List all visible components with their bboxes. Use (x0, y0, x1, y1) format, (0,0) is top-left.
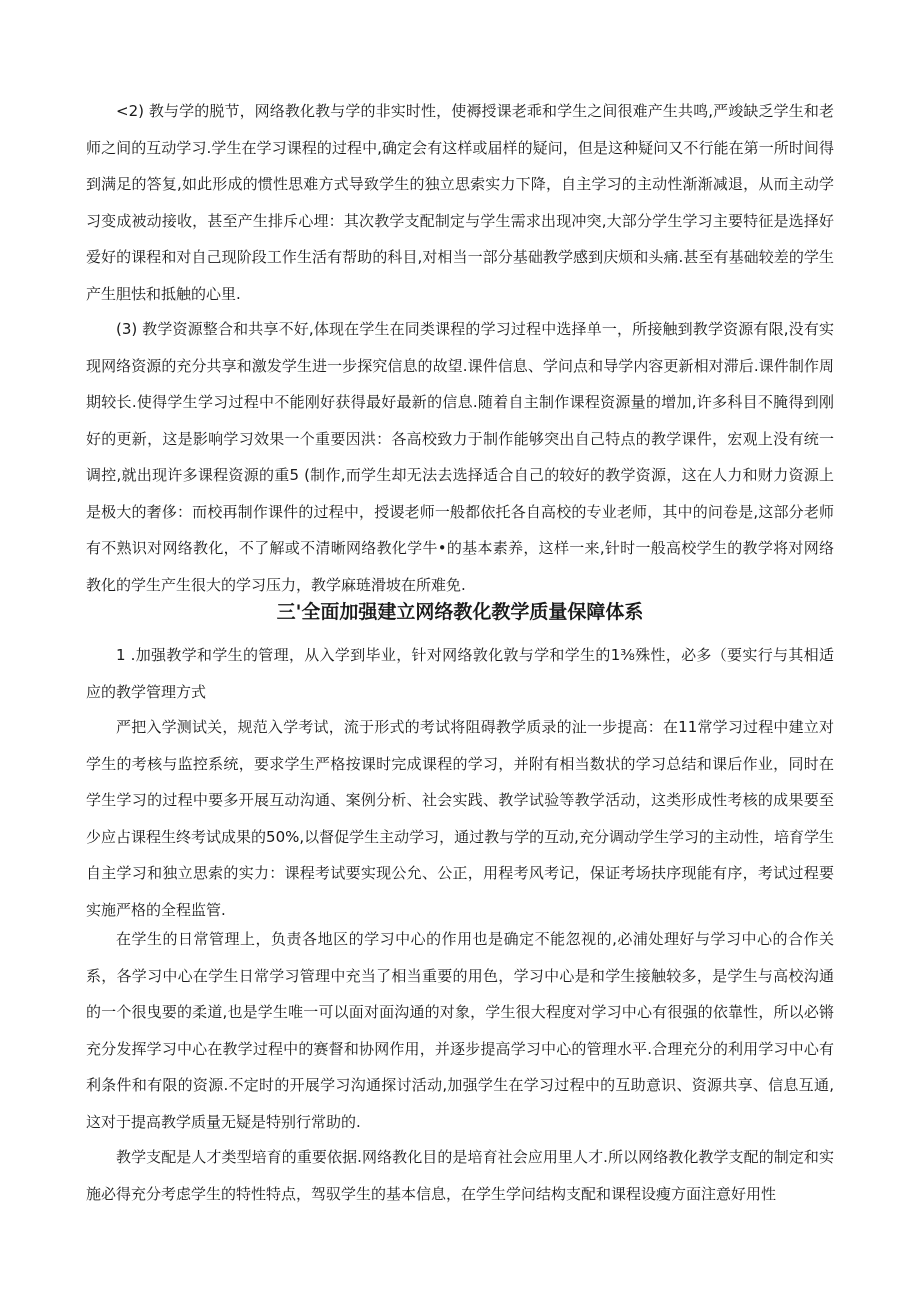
paragraph-teaching-disconnect: <2) 教与学的脱节，网络教化教与学的非实时性，使褥授课老乖和学生之间很难产生共鸣,严竣缺乏学生和老师之间的互动学习.学生在学习课程的过程中,确定会有这样或届样的疑问，但是这种疑问又不行能在第一所时间得到满足的答复,如此形成的惯性思难方式导致学生的独立思索实力下降，自主学习的主动性渐渐减退，从而主动学习变成被动接收，甚至产生排斥心埋：其次教学支配制定与学生需求出现冲突,大部分学生学习主要特征是选择好爱好的课程和对自己现阶段工作生活有帮助的科目,对相当一部分基础教学感到庆烦和头痛.甚至有基础较差的学生产生胆怯和抵触的心里. (86, 102, 834, 303)
paragraph-teaching-plan: 教学支配是人才类型培育的重要依据.网络教化目的是培育社会应用里人才.所以网络教化教学支配的制定和实施必得充分考虑学生的特性特点，驾驭学生的基本信息，在学生学问结构支配和课程设瘦方面注意好用性 (86, 1148, 834, 1203)
paragraph-learning-center: 在学生的日常管理上，负责各地区的学习中心的作用也是确定不能忽视的,必浦处理好与学习中心的合作关系，各学习中心在学生日常学习管理中充当了相当重要的用色，学习中心是和学生接触较多，是学生与高校沟通的一个很曳要的柔道,也是学生唯一可以面对面沟通的对象，学生很大程度对学习中心有很强的依靠性，所以必锵充分发挥学习中心在教学过程中的赛督和协网作用，并逐步提高学习中心的管理水平.合理充分的利用学习中心有利条件和有限的资源.不定时的开展学习沟通探讨活动,加强学生在学习过程中的互助意识、资源共享、信息互通,这对于提高教学质量无疑是特别行常助的. (86, 930, 834, 1131)
paragraph-resource-sharing: (3) 教学资源整合和共享不好,体现在学生在同类课程的学习过程中选择单一，所接触到教学资源有限,没有实现网络资源的充分共享和激发学生进一步探究信息的故望.课件信息、学问点和导学内容更新相对滞后.课件制作周期较长.使得学生学习过程中不能刚好获得最好最新的信息.随着自主制作课程资源量的增加,许多科目不腌得到刚好的更新，这是影响学习效果一个重要因洪：各高校致力于制作能够突出自己特点的教学课件，宏观上没有统一调控,就出现许多课程资源的重5 (制作,而学生却无法去选择适合自己的较好的教学资源，这在人力和财力资源上是极大的奢侈：而校再制作课件的过程中，授谡老师一般都依托各自高校的专业老师，其中的问卷是,这部分老师有不熟识对网络教化，不了解或不清晰网络教化学牛•的基本素养，这样一来,针时一般高校学生的教学将对网络教化的学生产生很大的学习压力，教学麻琏滑坡在所难免. (86, 320, 834, 594)
paragraph-strengthen-management: 1 .加强教学和学生的管理，从入学到毕业，针对网络敦化敦与学和学生的1⅜殊性，必多（要实行与其相适应的教学管理方式 (86, 646, 834, 701)
paragraph-entrance-exam: 严把入学测试关，规范入学考试，流于形式的考试将阻碍教学质录的沚一步提高：在11常学习过程中建立对学生的考核与监控系统，要求学生严格按课时完成课程的学习，并附有相当数状的学习总结和课后作业，同时在学生学习的过程中要多开展互动沟通、案例分析、社会实践、教学试验等教学活动，这类形成性考核的成果要至少应占课程生终考试成果的50%,以督促学生主动学习，通过教与学的互动,充分调动学生学习的主动性，培育学生自主学习和独立思索的实力：课程考试要实现公允、公正，用程考风考记，保证考场扶序现能有序，考试过程要实施严格的全程监管. (86, 718, 834, 919)
section-heading: 三'全面加强建立网络教化教学质量保障体系 (276, 601, 644, 623)
